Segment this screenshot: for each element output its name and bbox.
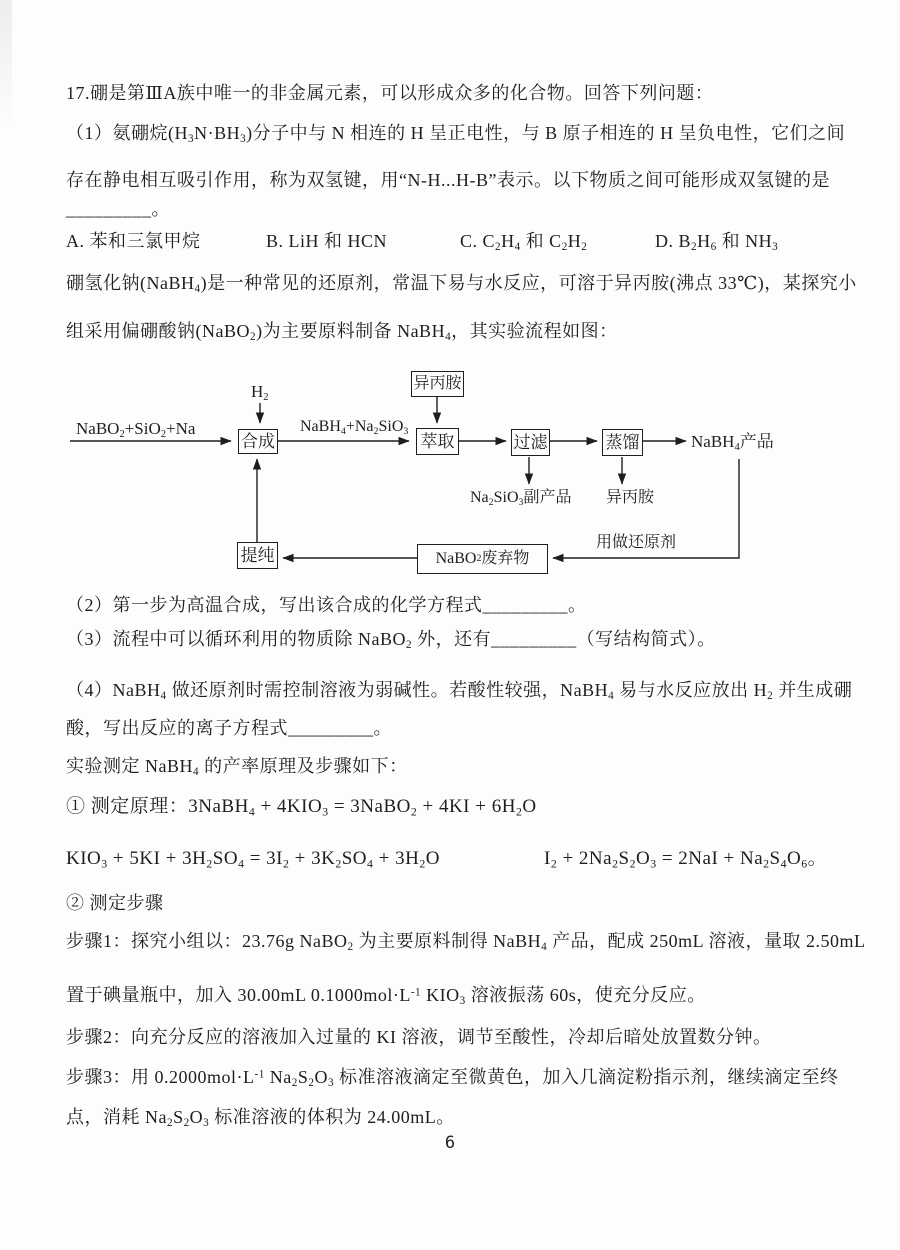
synthesis-box: 合成 xyxy=(238,429,278,454)
filtration-box: 过滤 xyxy=(511,429,550,456)
scan-artifact xyxy=(0,0,12,130)
part2-text: （2）第一步为高温合成，写出该合成的化学方程式_________。 xyxy=(66,595,587,615)
step1-text-line2: 置于碘量瓶中，加入 30.00mL $0.1000mol\cdot L^{-1}$ $KIO_3$ 溶液振荡 60s，使充分反应。 xyxy=(66,985,706,1008)
hydrogen-input-label: $H_2$ xyxy=(251,382,269,403)
option-a: A. 苯和三氯甲烷 xyxy=(66,231,201,251)
isopropylamine-recovered-label: 异丙胺 xyxy=(606,489,655,506)
extraction-box: 萃取 xyxy=(416,428,459,455)
product-label: NaBH$_4$产品 xyxy=(691,432,774,453)
titration-equations xyxy=(66,846,827,872)
part3-text: （3）流程中可以循环利用的物质除 NaBO$_2$ 外，还有_________（写结构简式）。 xyxy=(66,629,716,652)
steps-title: ② 测定步骤 xyxy=(66,893,164,913)
distillation-box: 蒸馏 xyxy=(602,429,643,456)
waste-box: NaBO 2 废弃物 xyxy=(417,544,548,574)
purification-box: 提纯 xyxy=(237,542,278,569)
answer-options xyxy=(66,228,778,254)
equation-iodine-thiosulfate: $I_2 + 2Na_2S_2O_3 = 2NaI + Na_2S_4O_6$。 xyxy=(544,848,828,871)
process-flow-diagram xyxy=(60,365,860,582)
part4-text-line2: 酸，写出反应的离子方程式_________。 xyxy=(66,718,392,738)
page-number: 6 xyxy=(444,1133,456,1153)
part1-text-line2: 存在静电相互吸引作用，称为双氢键，用“N-H...H-B”表示。以下物质之间可能形成双氢键的是 xyxy=(66,170,830,190)
nabh4-text-line1: 硼氢化钠(NaBH$_4$)是一种常见的还原剂，常温下易与水反应，可溶于异丙胺(沸点 33℃)，某探究小 xyxy=(66,273,857,296)
equation-iodate-iodide: $KIO_3 + 5KI + 3H_2SO_4 = 3I_2 + 3K_2SO_4 + 3H_2O$ xyxy=(66,848,440,871)
reductant-note-label: 用做还原剂 xyxy=(596,534,677,551)
question-intro: 17.硼是第ⅢA族中唯一的非金属元素，可以形成众多的化合物。回答下列问题： xyxy=(66,83,714,103)
nabh4-text-line2: 组采用偏硼酸钠(NaBO$_2$)为主要原料制备 NaBH$_4$，其实验流程如图： xyxy=(66,321,618,344)
byproduct-label: $Na_2SiO_3$副产品 xyxy=(470,489,572,508)
yield-intro-text: 实验测定 NaBH$_4$ 的产率原理及步骤如下： xyxy=(66,756,408,779)
feed-stream-label: NaBO$_2$+SiO$_2$+Na xyxy=(76,419,196,440)
option-b: B. LiH 和 HCN xyxy=(266,231,388,251)
step3-text-line2: 点，消耗 $Na_2S_2O_3$ 标准溶液的体积为 24.00mL。 xyxy=(66,1107,455,1130)
part4-text-line1: （4）NaBH$_4$ 做还原剂时需控制溶液为弱碱性。若酸性较强，NaBH$_4$ 易与水反应放出 $H_2$ 并生成硼 xyxy=(66,680,853,703)
step2-text: 步骤2：向充分反应的溶液加入过量的 KI 溶液，调节至酸性，冷却后暗处放置数分钟。 xyxy=(66,1027,772,1047)
principle-equation: ① 测定原理：3NaBH$_4$ + $4KIO_3$ = 3NaBO$_2$ + $4KI + 6H_2O$ xyxy=(66,796,537,819)
intermediate-stream-label: $NaBH_4+Na_2SiO_3$ xyxy=(300,418,409,437)
option-d: D. $B_2H_6$ 和 $NH_3$ xyxy=(655,231,779,254)
step1-text-line1: 步骤1：探究小组以：23.76g NaBO$_2$ 为主要原料制得 NaBH$_4$ 产品，配成 250mL 溶液，量取 2.50mL xyxy=(66,931,866,954)
part1-answer-blank: _________。 xyxy=(66,199,170,219)
part1-text-line1: （1）氨硼烷$(H_3N\cdot BH_3)$分子中与 N 相连的 H 呈正电性，与 B 原子相连的 H 呈负电性，它们之间 xyxy=(66,123,846,146)
step3-text-line1: 步骤3：用 $0.2000mol\cdot L^{-1}$ $Na_2S_2O_3$ 标准溶液滴定至微黄色，加入几滴淀粉指示剂，继续滴定至终 xyxy=(66,1067,839,1090)
isopropylamine-input-box: 异丙胺 xyxy=(411,371,464,397)
option-c: C. $C_2H_4$ 和 $C_2H_2$ xyxy=(460,231,588,254)
